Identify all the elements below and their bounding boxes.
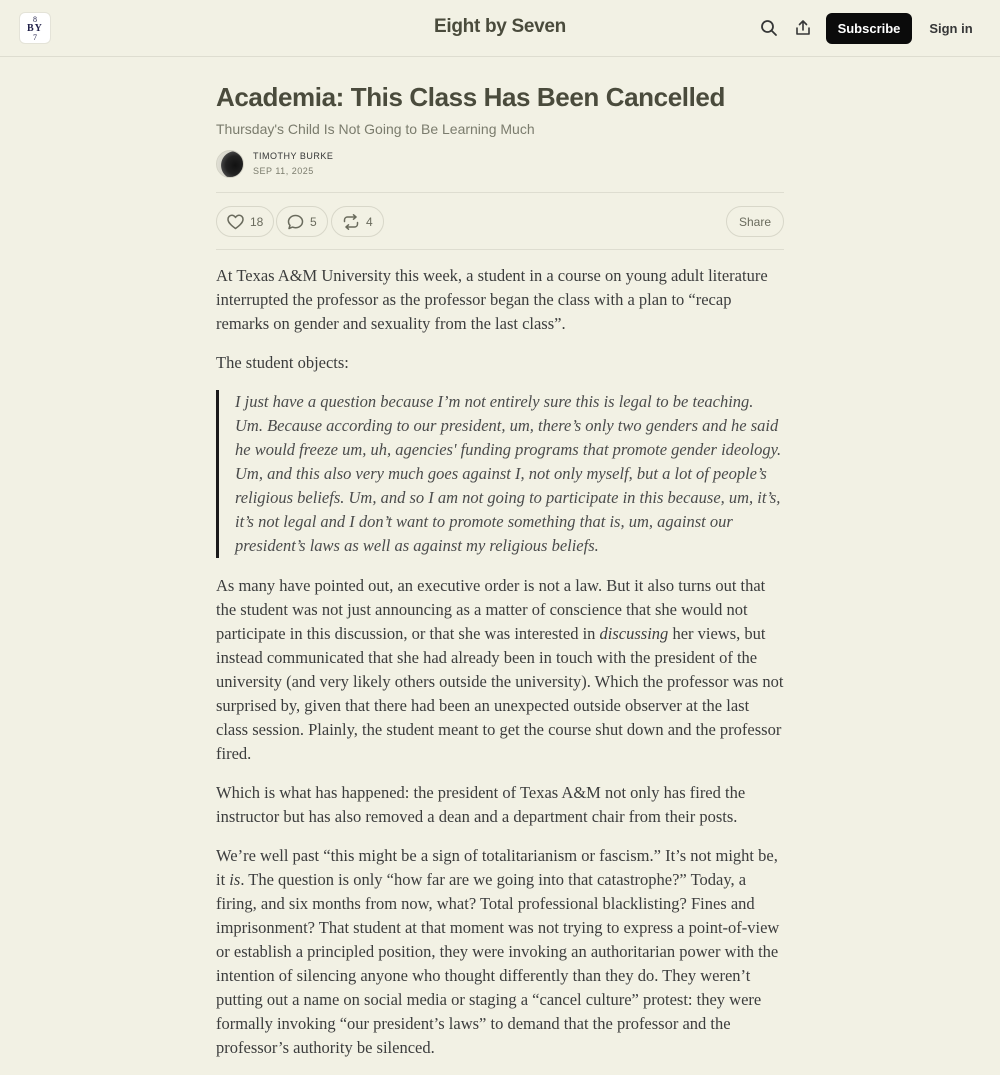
paragraph: Which is what has happened: the president of Texas A&M not only has fired the instructor but has also removed a dean and a department chair from their posts. — [216, 783, 746, 826]
post-date: SEP 11, 2025 — [253, 166, 314, 176]
logo-text-top: 8 — [33, 15, 37, 24]
post-title: Academia: This Class Has Been Cancelled — [216, 82, 725, 112]
paragraph-text: . The question is only “how far are we going into that catastrophe?” Today, a firing, and six months from now, what? Total professional blacklisting? Fines and imprisonment? That student at that moment was not trying to express a point-of-view or establish a principled position, they were invoking an authoritarian power with the intention of silencing anyone who thought differently than they do. They weren’t putting out a name on social media or staging a “cancel culture” protest: they were formally invoking “our president’s laws” to demand that the professor and the professor’s authority be silenced. — [216, 870, 780, 1057]
author-name[interactable]: TIMOTHY BURKE — [253, 151, 334, 161]
paragraph: At Texas A&M University this week, a student in a course on young adult literature interrupted the professor as the professor began the class with a plan to “recap remarks on gender and sexuality from the last class”. — [216, 266, 768, 333]
sign-in-link[interactable]: Sign in — [929, 21, 973, 36]
emphasis-text: discussing — [599, 624, 669, 643]
paragraph-text: her views, but instead communicated that she had already been in touch with the president of the university (and very likely others outside the university). Which the professor was not surprised by, given that there had been an unexpected outside observer at the last class session. Plainly, the student meant to get the course shut down and the professor fired. — [216, 624, 784, 763]
post-actions-bar — [216, 192, 784, 250]
site-title[interactable]: Eight by Seven — [433, 16, 566, 37]
comment-icon — [287, 214, 304, 230]
logo-text-middle: BY — [27, 23, 43, 34]
like-count: 18 — [250, 214, 264, 229]
emphasis-text: is — [229, 870, 241, 889]
paragraph: The student objects: — [216, 353, 349, 372]
restack-button[interactable] — [331, 206, 384, 237]
article-body — [216, 264, 784, 1060]
byline — [216, 148, 784, 192]
search-icon[interactable] — [758, 17, 780, 39]
article — [216, 57, 784, 1075]
paragraph — [216, 844, 784, 1060]
paragraph — [216, 574, 784, 766]
top-navigation-bar — [0, 0, 1000, 57]
author-avatar[interactable] — [216, 150, 244, 178]
blockquote — [216, 390, 784, 558]
logo-text-bottom: 7 — [33, 33, 37, 42]
like-button[interactable] — [216, 206, 274, 237]
paragraph-text: As many have pointed out, an executive order is not a law. But it also turns out that the student was not just announcing as a matter of conscience that she would not participate in this discussion, or that she was interested in — [216, 576, 766, 643]
share-icon[interactable] — [792, 17, 814, 39]
quote-text: I just have a question because I’m not entirely sure this is legal to be teaching. Um. Because according to our president, um, there’s only two genders and he said he would freeze um, uh, agencies' funding programs that promote gender ideology. Um, and this also very much goes against I, not only myself, but a lot of people’s religious beliefs. Um, and so I am not going to participate in this because, um, it’s, it’s not legal and I don’t want to promote something that is, um, against our president’s laws as well as against my religious beliefs. — [235, 392, 782, 555]
restack-count: 4 — [366, 214, 373, 229]
post-subtitle: Thursday's Child Is Not Going to Be Learning Much — [216, 121, 535, 137]
subscribe-button[interactable]: Subscribe — [826, 13, 912, 44]
share-button[interactable]: Share — [726, 206, 784, 237]
paragraph-text: We’re well past “this might be a sign of totalitarianism or fascism.” It’s not might be, it — [216, 846, 778, 889]
comment-button[interactable] — [276, 206, 328, 237]
restack-icon — [342, 214, 360, 230]
comment-count: 5 — [310, 214, 317, 229]
heart-icon — [227, 214, 244, 230]
